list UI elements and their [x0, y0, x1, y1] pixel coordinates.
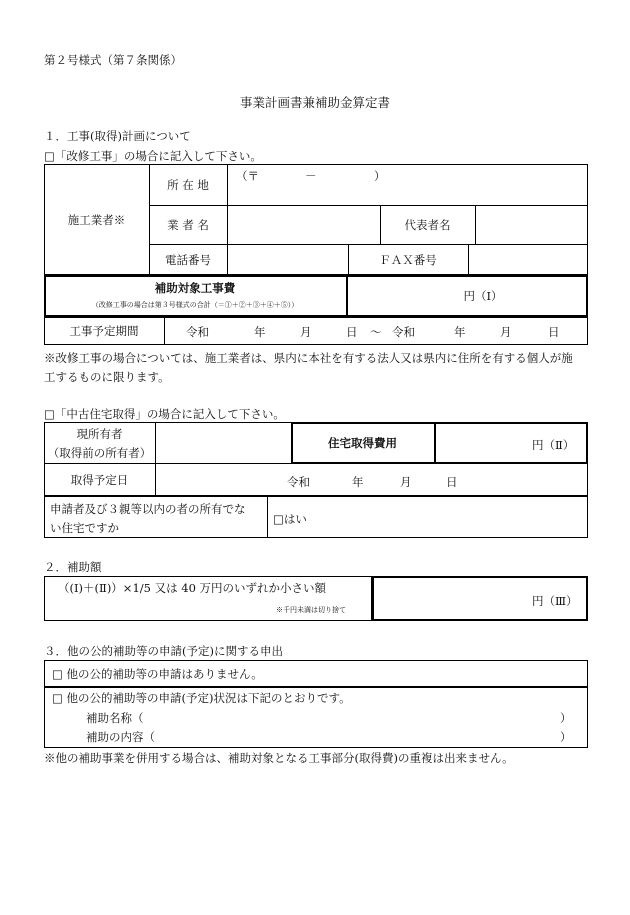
acquisition-cost-field[interactable]: 円（Ⅱ） — [532, 438, 575, 452]
section3-footnote: ※他の補助事業を併用する場合は、補助対象となる工事部分(取得費)の重複は出来ません。 — [44, 751, 514, 765]
postal-code-field[interactable]: （〒 － ） — [236, 169, 386, 183]
period-from-day[interactable]: 日 — [346, 325, 358, 339]
period-to-month[interactable]: 月 — [500, 325, 512, 339]
other-subsidy-checkbox[interactable]: □ 他の公的補助等の申請(予定)状況は下記のとおりです。 — [52, 691, 351, 705]
relative-yes-checkbox[interactable]: □はい — [273, 512, 307, 526]
representative-label: 代表者名 — [404, 217, 451, 232]
subsidy-amount-unit: 円（Ⅲ） — [532, 594, 578, 608]
fax-field[interactable] — [469, 245, 587, 275]
period-separator: ～ — [370, 325, 382, 339]
acq-date-day[interactable]: 日 — [446, 475, 458, 489]
period-from-era: 令和 — [186, 325, 209, 339]
form-number: 第２号様式（第７条関係） — [44, 53, 182, 67]
relative-question-line2: い住宅ですか — [50, 521, 119, 535]
company-field[interactable] — [228, 206, 380, 244]
subsidy-name-label: 補助名称（ — [86, 711, 144, 725]
acquisition-date-label: 取得予定日 — [70, 472, 129, 487]
section3-heading: ３．他の公的補助等の申請(予定)に関する申出 — [44, 644, 283, 658]
subsidy-content-close: ） — [560, 730, 572, 744]
acq-date-month[interactable]: 月 — [400, 475, 412, 489]
section2-heading: ２．補助額 — [44, 560, 102, 574]
cost-label: 補助対象工事費 — [154, 281, 236, 295]
cost-note: （改修工事の場合は第３号様式の合計（＝①＋②＋③＋④＋⑤）） — [91, 301, 299, 309]
acq-date-year[interactable]: 年 — [352, 475, 364, 489]
phone-label: 電話番号 — [165, 252, 211, 267]
period-to-day[interactable]: 日 — [548, 325, 560, 339]
address-label: 所 在 地 — [167, 177, 209, 192]
used-house-note: □「中古住宅取得」の場合に記入して下さい。 — [44, 407, 285, 421]
document-title: 事業計画書兼補助金算定書 — [239, 95, 390, 110]
section1-heading: １．工事(取得)計画について — [44, 129, 191, 143]
owner-field[interactable] — [156, 423, 291, 463]
contractor-label: 施工業者※ — [67, 212, 126, 227]
cost-amount-field[interactable]: 円（Ⅰ） — [463, 289, 503, 303]
company-label: 業 者 名 — [167, 217, 209, 232]
acquisition-cost-label: 住宅取得費用 — [328, 436, 397, 450]
phone-field[interactable] — [228, 245, 348, 275]
relative-question: 申請者及び３親等以内の者の所有でな — [50, 502, 246, 516]
owner-label: 現所有者 — [76, 427, 123, 441]
formula-note: ※千円未満は切り捨て — [276, 606, 346, 614]
period-to-year[interactable]: 年 — [454, 325, 466, 339]
footnote-line2: 工するものに限ります。 — [44, 370, 170, 384]
owner-label-sub: （取得前の所有者） — [47, 446, 152, 460]
footnote-line1: ※改修工事の場合については、施工業者は、県内に本社を有する法人又は県内に住所を有する個人が施 — [44, 351, 573, 365]
period-to-era: 令和 — [392, 325, 415, 339]
fax-label: ＦＡＸ番号 — [379, 252, 437, 267]
representative-field[interactable] — [476, 206, 587, 244]
subsidy-content-label: 補助の内容（ — [86, 730, 155, 744]
period-from-year[interactable]: 年 — [254, 325, 266, 339]
renovation-note: □「改修工事」の場合に記入して下さい。 — [44, 149, 262, 163]
period-label: 工事予定期間 — [69, 324, 139, 338]
period-from-month[interactable]: 月 — [300, 325, 312, 339]
subsidy-name-close: ） — [560, 711, 572, 725]
acq-date-era: 令和 — [287, 475, 310, 489]
formula-text: （(Ⅰ)＋(Ⅱ)）×1/5 又は 40 万円のいずれか小さい額 — [58, 581, 327, 595]
no-other-subsidy-checkbox[interactable]: □ 他の公的補助等の申請はありません。 — [52, 667, 263, 681]
